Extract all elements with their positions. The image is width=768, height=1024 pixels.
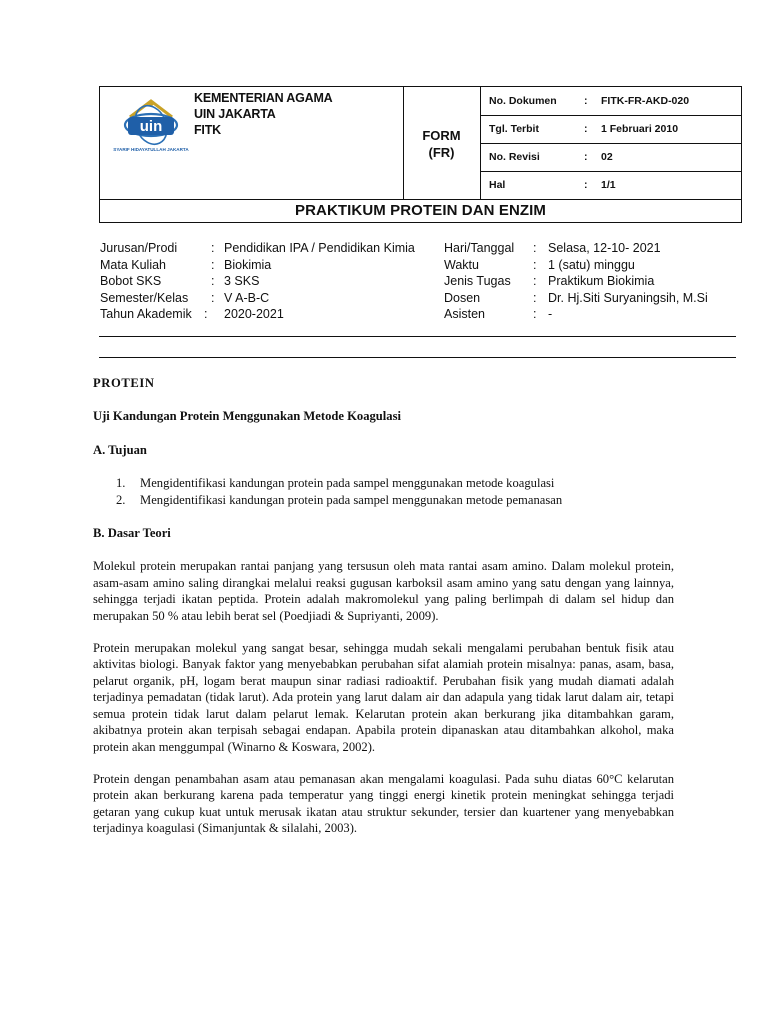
info-value: Biokimia <box>224 257 272 272</box>
info-value: Praktikum Biokimia <box>548 274 655 289</box>
info-sep: : <box>533 241 537 255</box>
info-row <box>100 240 740 257</box>
section-b-heading: B. Dasar Teori <box>93 526 171 541</box>
paragraph: Protein dengan penambahan asam atau pemanasan akan mengalami koagulasi. Pada suhu diatas 60°C kelarutan protein akan berkurang karena pada temperatur yang tinggi energi kinetik protein meningkat sehingga terjadi getaran yang cukup kuat untuk merusak ikatan atau struktur sekunder, tersier dan kuartener yang menyebabkan terjadinya koagulasi (Simanjuntak & silalahi, 2003). <box>93 771 674 836</box>
info-value: 2020-2021 <box>224 307 284 322</box>
info-row <box>100 290 740 307</box>
info-label: Tahun Akademik <box>100 307 192 322</box>
list-text: Mengidentifikasi kandungan protein pada sampel menggunakan metode pemanasan <box>140 492 563 507</box>
institution-line: KEMENTERIAN AGAMA <box>194 91 333 105</box>
list-text: Mengidentifikasi kandungan protein pada sampel menggunakan metode koagulasi <box>140 476 555 491</box>
info-value: Selasa, 12-10- 2021 <box>548 241 661 255</box>
institution-name <box>194 90 333 138</box>
section-heading: PROTEIN <box>93 376 155 390</box>
meta-value: FITK-FR-AKD-020 <box>601 95 690 107</box>
info-label: Jenis Tugas <box>444 274 511 289</box>
info-row <box>100 273 740 290</box>
meta-sep: : <box>584 123 588 135</box>
meta-value: 1 Februari 2010 <box>601 123 679 135</box>
info-value: 1 (satu) minggu <box>548 257 635 272</box>
meta-key: No. Dokumen <box>489 95 557 107</box>
meta-sep: : <box>584 95 588 107</box>
meta-sep: : <box>584 151 588 163</box>
info-value: Dr. Hj.Siti Suryaningsih, M.Si <box>548 290 708 305</box>
info-value: Pendidikan IPA / Pendidikan Kimia <box>224 241 415 255</box>
aims-list <box>93 475 674 508</box>
course-info <box>100 240 740 323</box>
section-a-heading: A. Tujuan <box>93 442 147 457</box>
form-header-table <box>99 86 742 223</box>
info-sep: : <box>204 307 208 322</box>
divider <box>480 115 741 116</box>
paragraph: Protein merupakan molekul yang sangat besar, sehingga mudah sekali mengalami perubahan bentuk fisik atau aktivitas biologi. Banyak faktor yang menyebabkan perubahan sifat alamiah protein misalnya: panas, asam, basa, pelarut organik, pH, logam berat maupun sinar radiasi radioaktif. Perubahan fisik yang mudah diamati adalah terjadinya pemadatan (tidak larut). Ada protein yang larut dalam air dan adapula yang tidak larut dalam air, tetapi semua protein tidak larut dalam pelarut lemak. Kelarutan protein akan berkurang jika ditambahkan garam, akibatnya protein akan terpisah sebagai endapan. Apabila protein dipanaskan atau ditambahkan alkohol, maka protein akan menggumpal (Winarno & Koswara, 2002). <box>93 641 674 754</box>
meta-key: Tgl. Terbit <box>489 123 539 135</box>
document-title: PRAKTIKUM PROTEIN DAN ENZIM <box>294 202 547 219</box>
form-label-line: (FR) <box>428 145 455 160</box>
meta-sep: : <box>584 179 588 191</box>
horizontal-rule <box>99 336 736 337</box>
form-label <box>403 127 480 161</box>
info-sep: : <box>211 274 215 289</box>
info-row <box>100 257 740 274</box>
list-number: 1. <box>116 476 126 491</box>
info-value: V A-B-C <box>224 290 270 305</box>
divider <box>480 143 741 144</box>
list-number: 2. <box>116 492 126 507</box>
info-value: 3 SKS <box>224 274 260 289</box>
meta-value: 1/1 <box>601 179 616 191</box>
divider <box>480 171 741 172</box>
uin-logo <box>108 95 194 157</box>
info-sep: : <box>533 274 537 289</box>
horizontal-rule <box>99 357 736 358</box>
info-label: Dosen <box>444 290 481 305</box>
info-sep: : <box>211 241 215 255</box>
list-item <box>93 475 674 491</box>
meta-key: No. Revisi <box>489 151 540 163</box>
list-item <box>93 492 674 508</box>
info-sep: : <box>533 290 537 305</box>
info-label: Jurusan/Prodi <box>100 241 178 255</box>
info-sep: : <box>211 290 215 305</box>
info-sep: : <box>533 257 537 272</box>
info-label: Semester/Kelas <box>100 290 189 305</box>
info-label: Asisten <box>444 307 485 322</box>
info-row <box>100 306 740 323</box>
svg-text:SYARIF HIDAYATULLAH JAKARTA: SYARIF HIDAYATULLAH JAKARTA <box>113 147 189 152</box>
meta-value: 02 <box>601 151 613 163</box>
info-label: Bobot SKS <box>100 274 162 289</box>
info-value: - <box>548 307 553 322</box>
paragraph: Molekul protein merupakan rantai panjang yang tersusun oleh mata rantai asam amino. Dalam molekul protein, asam-asam amino saling dirangkai melalui reaksi gugusan karboksil asam amino yang satu dengan yang lainnya, sehingga terjadi ikatan peptida. Protein adalah makromolekul yang paling berlimpah di dalam sel hidup dan merupakan 50 % atau lebih berat sel (Poedjiadi & Supriyanti, 2009). <box>93 559 674 623</box>
form-label-line: FORM <box>422 128 461 143</box>
info-sep: : <box>533 307 537 322</box>
meta-key: Hal <box>489 179 506 191</box>
svg-text:uin: uin <box>139 118 163 135</box>
experiment-title: Uji Kandungan Protein Menggunakan Metode Koagulasi <box>93 409 402 424</box>
info-label: Hari/Tanggal <box>444 241 515 255</box>
document-body <box>93 375 674 837</box>
info-label: Mata Kuliah <box>100 257 167 272</box>
info-label: Waktu <box>444 257 479 272</box>
institution-line: FITK <box>194 123 221 137</box>
institution-line: UIN JAKARTA <box>194 107 276 121</box>
info-sep: : <box>211 257 215 272</box>
